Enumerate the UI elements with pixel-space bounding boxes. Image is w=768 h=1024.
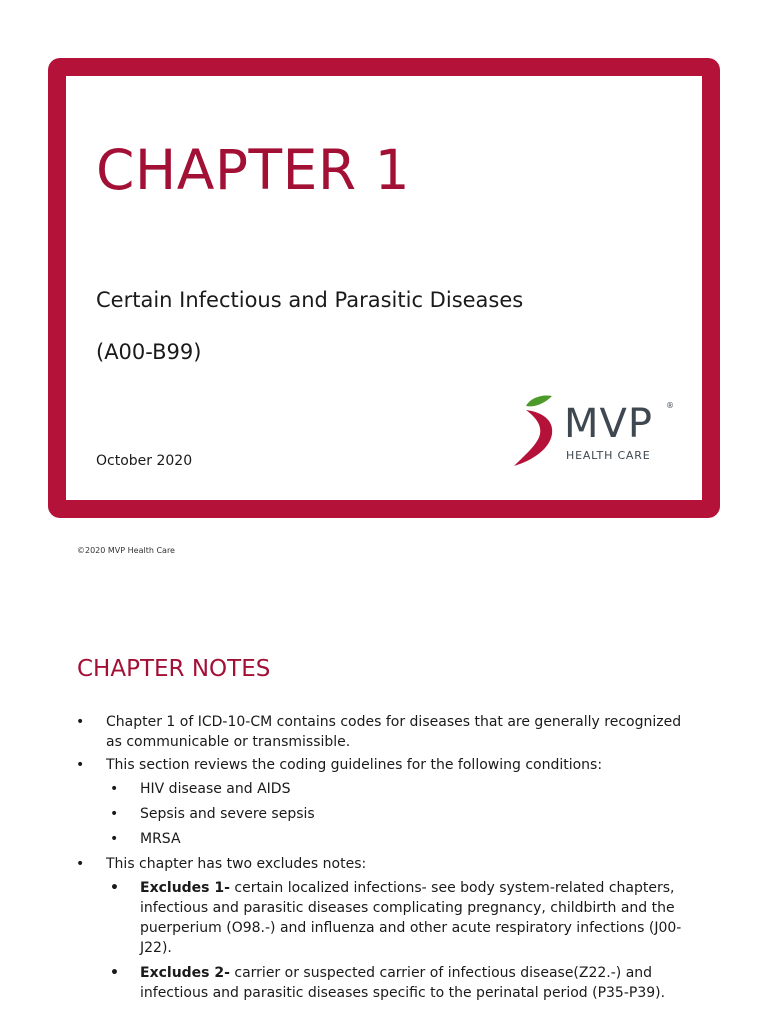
publication-date: October 2020 — [96, 453, 193, 469]
list-item — [76, 712, 696, 752]
excludes-label: Excludes 2- — [140, 965, 230, 981]
condition-item: • HIV disease and AIDS — [110, 779, 696, 799]
conditions-list — [110, 779, 696, 849]
registered-mark: ® — [666, 401, 674, 410]
list-item — [76, 854, 696, 1003]
chapter-code-range: (A00-B99) — [96, 340, 202, 364]
excludes-item — [110, 963, 696, 1003]
excludes-list — [110, 878, 696, 1003]
mvp-logo — [512, 394, 682, 474]
excludes-label: Excludes 1- — [140, 880, 230, 896]
note-text: Chapter 1 of ICD-10-CM contains codes for diseases that are generally recognized as communicable or transmissible. — [106, 714, 682, 750]
condition-item: • MRSA — [110, 829, 696, 849]
title-slide-frame — [48, 58, 720, 518]
list-item — [76, 755, 696, 849]
chapter-notes — [76, 712, 696, 1008]
notes-list — [76, 712, 696, 1003]
notes-heading: CHAPTER NOTES — [77, 656, 271, 682]
excludes-item — [110, 878, 696, 958]
logo-tagline: HEALTH CARE — [566, 449, 651, 462]
condition-item: • Sepsis and severe sepsis — [110, 804, 696, 824]
note-text: This section reviews the coding guidelines for the following conditions: — [106, 757, 603, 773]
chapter-subtitle: Certain Infectious and Parasitic Diseases — [96, 288, 524, 312]
apple-leaf-icon — [512, 394, 564, 474]
chapter-heading: CHAPTER 1 — [96, 138, 411, 202]
note-text: This chapter has two excludes notes: — [106, 856, 367, 872]
excludes-text: carrier or suspected carrier of infectious disease(Z22.-) and infectious and parasitic diseases specific to the perinatal period (P35-P39). — [140, 965, 666, 1001]
copyright-notice: ©2020 MVP Health Care — [77, 546, 175, 555]
logo-wordmark: MVP — [564, 401, 653, 447]
excludes-text: certain localized infections- see body system-related chapters, infectious and parasitic diseases complicating pregnancy, childbirth and the puerperium (O98.-) and influenza and other acute respiratory infections (J00-J22). — [140, 880, 682, 956]
